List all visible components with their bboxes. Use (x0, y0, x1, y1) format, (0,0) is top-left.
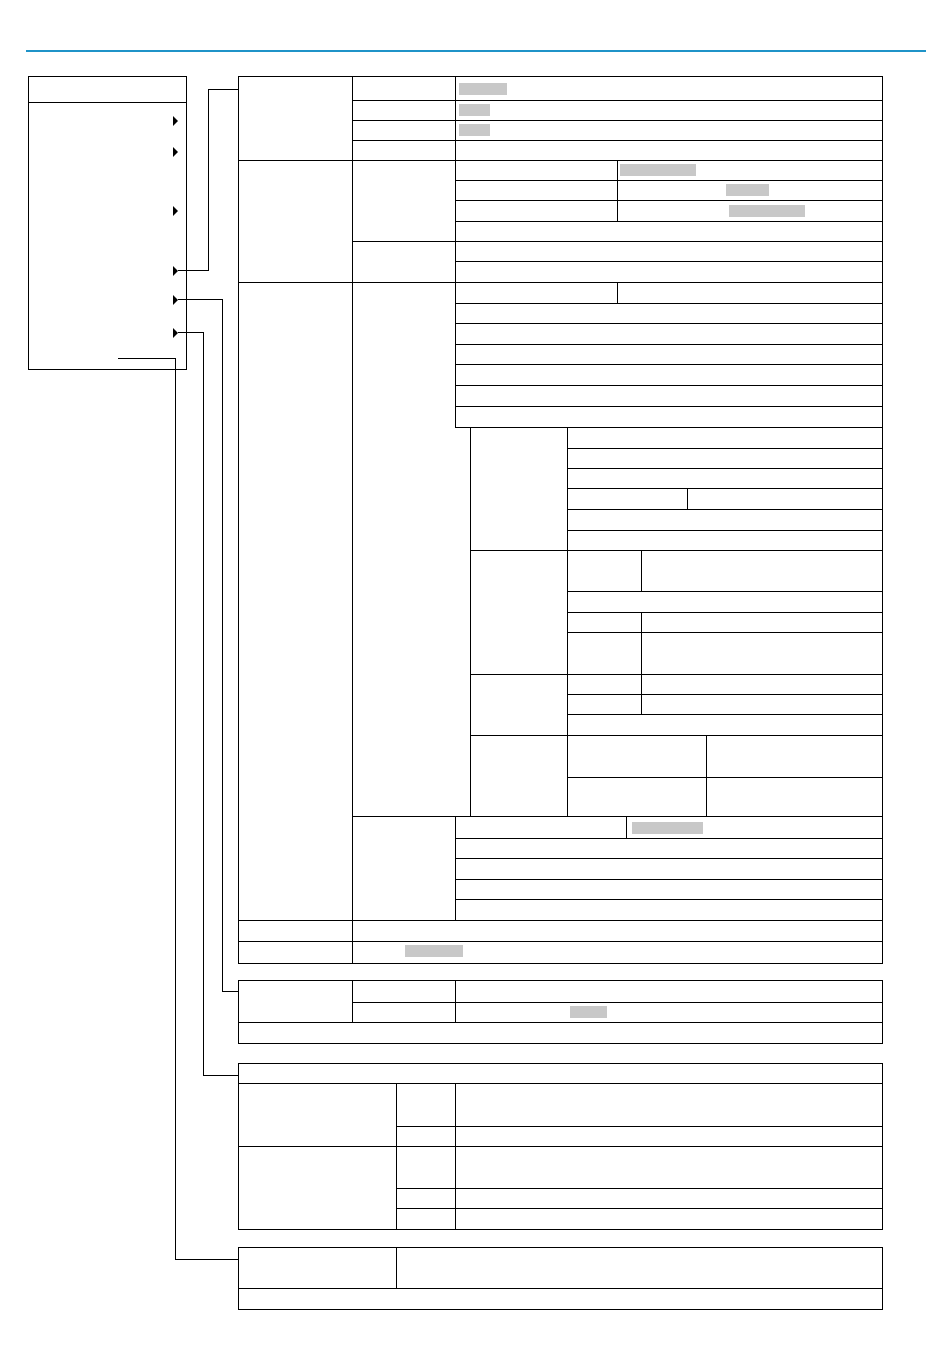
row-divider (238, 1146, 883, 1147)
row-divider (455, 303, 883, 304)
connector-line (203, 332, 204, 1075)
row-divider (455, 200, 883, 201)
row-divider (238, 282, 883, 283)
triangle-right-icon[interactable] (173, 116, 178, 126)
row-divider (238, 1288, 883, 1289)
submenu-table-2 (238, 980, 883, 1044)
row-divider (396, 1126, 883, 1127)
redacted-value (405, 945, 463, 957)
triangle-right-icon[interactable] (173, 328, 178, 338)
redacted-value (459, 83, 507, 95)
row-divider (567, 509, 883, 510)
redacted-value (620, 164, 696, 176)
row-divider (567, 632, 883, 633)
connector-line (222, 299, 223, 991)
column-divider (617, 160, 618, 221)
submenu-table-4 (238, 1247, 883, 1310)
header-rule (26, 50, 926, 52)
triangle-right-icon[interactable] (173, 147, 178, 157)
row-divider (567, 448, 883, 449)
row-divider (470, 735, 883, 736)
row-divider (238, 941, 883, 942)
row-divider (455, 899, 883, 900)
column-divider (567, 427, 568, 816)
row-divider (352, 1002, 883, 1003)
connector-line (178, 332, 203, 333)
row-divider (567, 488, 883, 489)
row-divider (455, 879, 883, 880)
connector-line (208, 89, 209, 271)
row-divider (352, 241, 883, 242)
column-divider (706, 735, 707, 816)
row-divider (396, 1188, 883, 1189)
row-divider (455, 344, 883, 345)
row-divider (352, 140, 883, 141)
column-divider (641, 612, 642, 674)
column-divider (396, 1247, 397, 1289)
triangle-right-icon[interactable] (173, 266, 178, 276)
row-divider (352, 100, 883, 101)
connector-line (208, 89, 238, 90)
column-divider (626, 816, 627, 838)
row-divider (238, 160, 883, 161)
row-divider (238, 920, 883, 921)
column-divider (617, 282, 618, 303)
row-divider (470, 550, 883, 551)
row-divider (455, 385, 883, 386)
row-divider (455, 364, 883, 365)
row-divider (352, 816, 883, 817)
row-divider (455, 221, 883, 222)
row-divider (455, 323, 883, 324)
menu-header-divider (28, 102, 187, 103)
connector-line (222, 991, 238, 992)
row-divider (455, 427, 883, 428)
column-divider (687, 488, 688, 509)
row-divider (567, 612, 883, 613)
redacted-value (570, 1006, 607, 1018)
redacted-value (726, 184, 769, 196)
row-divider (567, 530, 883, 531)
row-divider (455, 838, 883, 839)
row-divider (455, 406, 883, 407)
column-divider (641, 550, 642, 591)
row-divider (455, 180, 883, 181)
row-divider (455, 858, 883, 859)
column-divider (455, 816, 456, 920)
menu-underline (118, 358, 176, 359)
connector-line (203, 1075, 238, 1076)
connector-line (175, 358, 176, 1259)
row-divider (238, 1022, 883, 1023)
row-divider (238, 1083, 883, 1084)
row-divider (567, 591, 883, 592)
row-divider (455, 261, 883, 262)
row-divider (470, 674, 883, 675)
triangle-right-icon[interactable] (173, 295, 178, 305)
redacted-value (729, 205, 805, 217)
column-divider (352, 76, 353, 964)
row-divider (567, 468, 883, 469)
column-divider (470, 427, 471, 816)
row-divider (396, 1208, 883, 1209)
row-divider (567, 694, 883, 695)
menu-panel (28, 76, 187, 370)
triangle-right-icon[interactable] (173, 206, 178, 216)
redacted-value (459, 124, 490, 136)
row-divider (352, 120, 883, 121)
row-divider (567, 777, 883, 778)
redacted-value (459, 104, 490, 116)
connector-line (178, 270, 208, 271)
connector-line (178, 299, 222, 300)
redacted-value (632, 822, 703, 834)
connector-line (175, 1259, 238, 1260)
row-divider (567, 714, 883, 715)
